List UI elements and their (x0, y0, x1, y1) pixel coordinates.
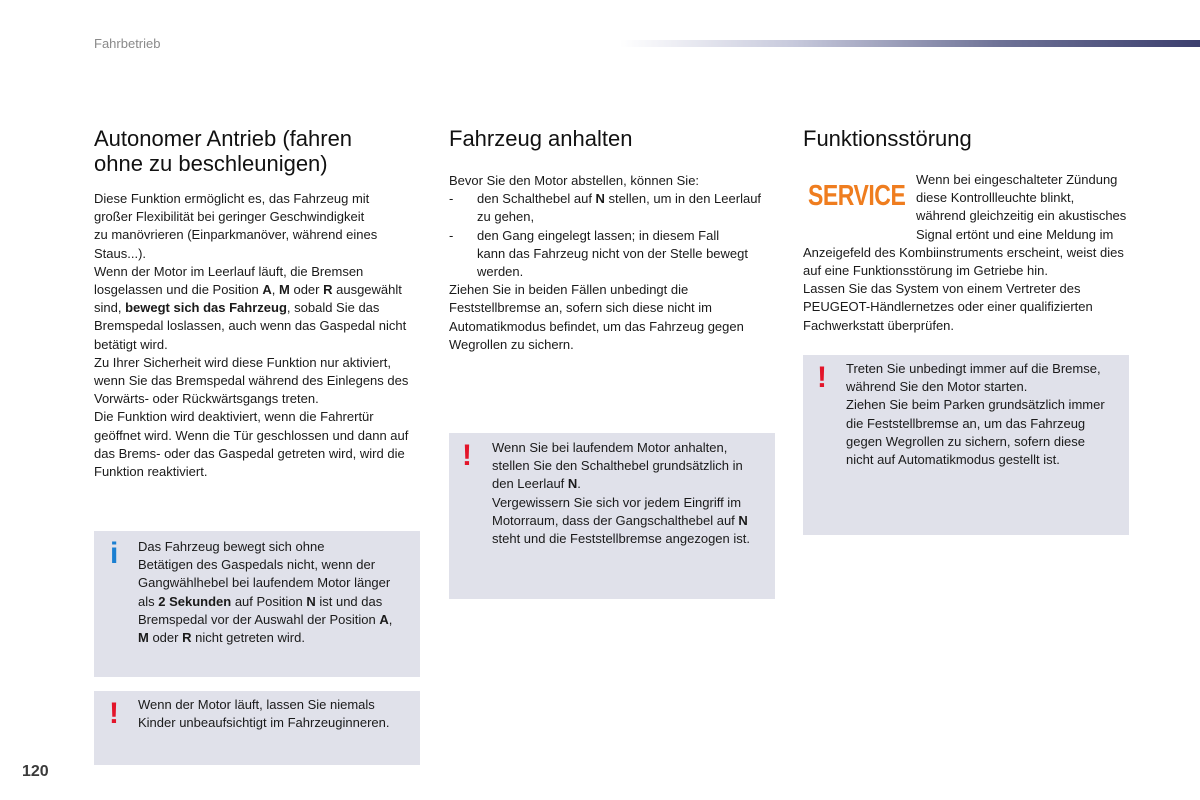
text-run: oder (148, 630, 183, 646)
text-line: Wegrollen zu sichern. (449, 336, 574, 352)
bold-run: A (262, 282, 272, 298)
bold-run: R (182, 630, 192, 646)
text-line: zu manövrieren (Einparkmanöver, während eines (94, 227, 378, 243)
text-line: den Gang eingelegt lassen; in diesem Fall (477, 227, 720, 243)
text-line: Signal ertönt und eine Meldung im (916, 226, 1114, 242)
text-line: während Sie den Motor starten. (846, 379, 1028, 395)
paragraph-3 (94, 354, 424, 409)
text-line: Das Fahrzeug bewegt sich ohne (138, 539, 325, 554)
bold-run: M (138, 630, 149, 646)
text-line: Wenn der Motor läuft, lassen Sie niemals (138, 697, 375, 712)
bold-run: M (279, 282, 290, 298)
text-line: Wenn bei eingeschalteter Zündung (916, 172, 1118, 187)
warning-icon: ! (109, 697, 119, 730)
column-stopping-vehicle (449, 126, 774, 354)
text-run: den Leerlauf (492, 476, 568, 492)
heading-line-1: Autonomer Antrieb (fahren (94, 126, 353, 151)
text-line: Gangwählhebel bei laufendem Motor länger (138, 575, 391, 591)
bold-run: A (379, 611, 389, 627)
text-line: großer Flexibilität bei geringer Geschwindigkeit (94, 209, 365, 225)
text-run: Motorraum, dass der Gangschalthebel auf (492, 512, 739, 528)
list-dash: - (449, 227, 454, 243)
warning-box-text (492, 439, 768, 548)
list-item (449, 227, 774, 282)
text-line: betätigt wird. (94, 336, 168, 352)
header-gradient-bar (620, 40, 1200, 47)
heading-autonomous-drive (94, 126, 424, 176)
text-line: Ziehen Sie beim Parken grundsätzlich immer (846, 397, 1105, 413)
text-line: Anzeigefeld des Kombiinstruments erscheint, weist dies (803, 244, 1124, 260)
text-line: steht und die Feststellbremse angezogen ist. (492, 531, 750, 547)
text-line: während gleichzeitig ein akustisches (916, 208, 1127, 224)
warning-box-text (138, 696, 414, 732)
column-malfunction (803, 126, 1129, 335)
text-line: Bremspedal loslassen, auch wenn das Gaspedal nicht (94, 318, 407, 334)
text-run: ausgewählt (332, 282, 402, 298)
text-line: Funktion reaktiviert. (94, 464, 208, 480)
text-line: das Brems- oder das Gaspedal getreten wird, wird die (94, 445, 405, 461)
text-line: Zu Ihrer Sicherheit wird diese Funktion nur aktiviert, (94, 354, 391, 370)
info-icon: i (110, 537, 119, 570)
info-box-creep (94, 531, 420, 677)
column-autonomous-drive (94, 126, 424, 481)
text-line: Ziehen Sie in beiden Fällen unbedingt die (449, 282, 689, 298)
warning-icon: ! (817, 361, 827, 394)
text-line: Betätigen des Gaspedals nicht, wenn der (138, 557, 376, 573)
warning-icon: ! (462, 439, 472, 472)
bold-run: N (567, 476, 578, 492)
info-box-text (138, 538, 406, 647)
text-run: , (388, 611, 393, 627)
page-number: 120 (22, 763, 49, 780)
text-line: Diese Funktion ermöglicht es, das Fahrzeug mit (94, 191, 370, 206)
text-run: nicht getreten wird. (191, 630, 305, 646)
text-line: Lassen Sie das System von einem Vertreter des (803, 281, 1081, 297)
text-line: Vergewissern Sie sich vor jedem Eingriff im (492, 494, 742, 510)
text-line: Feststellbremse an, sofern sich diese nicht im (449, 300, 712, 316)
text-line: kann das Fahrzeug nicht von der Stelle bewegt (477, 245, 749, 261)
text-run: stellen, um in den Leerlauf (604, 191, 762, 207)
text-line: Die Funktion wird deaktiviert, wenn die Fahrertür (94, 409, 374, 425)
bold-run: bewegt sich das Fahrzeug (125, 300, 287, 316)
paragraph-1 (94, 190, 424, 263)
warning-box-children (94, 691, 420, 765)
bold-run: N (306, 593, 316, 609)
text-run: den Schalthebel auf (477, 191, 596, 207)
text-run: ist und das (315, 593, 383, 609)
text-line: Automatikmodus befindet, um das Fahrzeug gegen (449, 318, 744, 334)
heading-stopping-vehicle: Fahrzeug anhalten (449, 126, 633, 151)
text-line: wenn Sie das Bremspedal während des Einlegens des (94, 373, 409, 389)
text-line: zu gehen, (477, 209, 535, 225)
heading-line-2: ohne zu beschleunigen) (94, 151, 328, 176)
text-line: geöffnet wird. Wenn die Tür geschlossen und dann auf (94, 427, 409, 443)
paragraph-2 (94, 263, 424, 354)
bold-run: N (595, 191, 605, 207)
autonomous-drive-text (94, 190, 424, 481)
warning-box-brake (803, 355, 1129, 535)
service-warning-lamp-icon: SERVICE (808, 179, 906, 213)
text-run: als (138, 593, 159, 609)
text-line: Kinder unbeaufsichtigt im Fahrzeuginneren. (138, 715, 390, 731)
stopping-vehicle-text (449, 172, 774, 354)
malfunction-text (803, 171, 1129, 335)
section-label: Fahrbetrieb (94, 36, 161, 51)
list-dash: - (449, 191, 454, 207)
full-width-paragraph (803, 244, 1129, 335)
paragraph-4 (94, 408, 424, 481)
text-line: gegen Wegrollen zu sichern, sofern diese (846, 433, 1085, 449)
bold-run: N (738, 512, 748, 528)
intro-line: Bevor Sie den Motor abstellen, können Sie: (449, 173, 700, 188)
text-line: die Feststellbremse an, um das Fahrzeug (846, 415, 1086, 431)
text-run: Bremspedal vor der Auswahl der Position (138, 611, 380, 627)
text-line: Vorwärts- oder Rückwärtsgangs treten. (94, 391, 319, 407)
warning-box-neutral (449, 433, 775, 599)
bold-run: 2 Sekunden (158, 593, 232, 609)
text-line: PEUGEOT-Händlernetzes oder einer qualifizierten (803, 299, 1093, 315)
text-run: , (271, 282, 280, 298)
text-line: Treten Sie unbedingt immer auf die Bremse, (846, 361, 1101, 376)
text-line: nicht auf Automatikmodus gestellt ist. (846, 452, 1060, 468)
text-line: Staus...). (94, 245, 147, 261)
heading-malfunction: Funktionsstörung (803, 126, 972, 151)
text-run: . (577, 476, 581, 492)
text-run: sind, (94, 300, 126, 316)
text-run: auf Position (231, 593, 307, 609)
warning-box-text (846, 360, 1122, 469)
text-line: Fachwerkstatt überprüfen. (803, 317, 955, 333)
text-run: , sobald Sie das (286, 300, 380, 316)
bold-run: R (323, 282, 333, 298)
text-run: losgelassen und die Position (94, 282, 263, 298)
text-line: Wenn der Motor im Leerlauf läuft, die Bremsen (94, 263, 364, 279)
text-line: stellen Sie den Schalthebel grundsätzlich in (492, 458, 743, 474)
text-line: auf eine Funktionsstörung im Getriebe hin. (803, 263, 1048, 279)
text-line: werden. (477, 264, 524, 280)
text-run: oder (289, 282, 324, 298)
text-line: diese Kontrollleuchte blinkt, (916, 190, 1075, 206)
list-item (449, 190, 774, 226)
text-line: Wenn Sie bei laufendem Motor anhalten, (492, 440, 728, 455)
outro-paragraph (449, 281, 774, 354)
